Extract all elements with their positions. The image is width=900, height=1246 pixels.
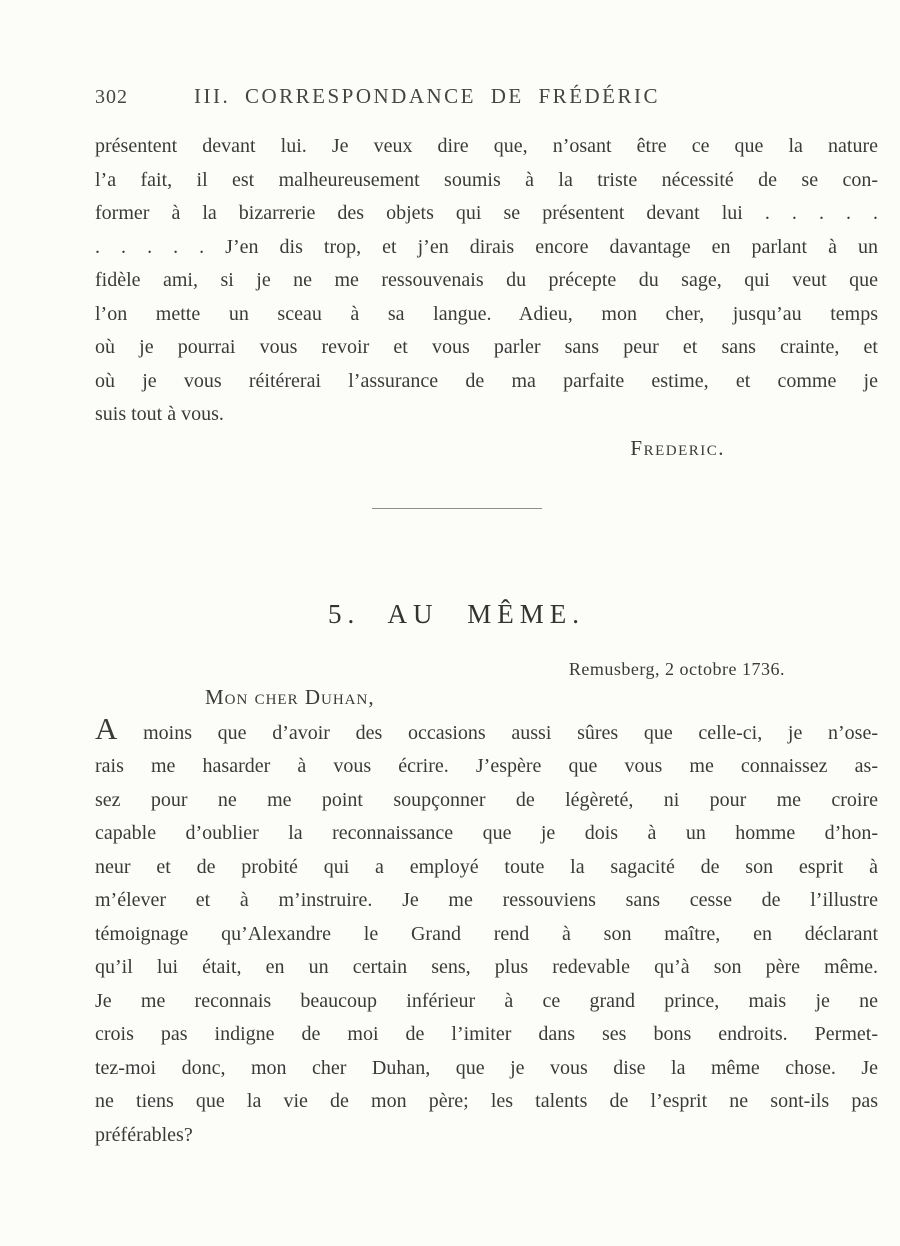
text-line: capable d’oublier la reconnaissance que je dois à un homme d’hon- [95,822,878,844]
running-header [95,84,878,109]
drop-initial-letter: A [95,710,118,746]
text-line: présentent devant lui. Je veux dire que, n’osant être ce que la nature [95,135,878,157]
text-line: l’on mette un sceau à sa langue. Adieu, mon cher, jusqu’au temps [95,302,878,325]
text-line: suis tout à vous. [95,403,224,425]
text-line: où je vous réitérerai l’assurance de ma parfaite estime, et comme je [95,369,878,392]
text-line: fidèle ami, si je ne me ressouvenais du précepte du sage, qui veut que [95,269,878,291]
text-line: qu’il lui était, en un certain sens, plus redevable qu’à son père même. [95,956,878,978]
text-line: crois pas indigne de moi de l’imiter dans ses bons endroits. Permet- [95,1023,878,1045]
text-line: sez pour ne me point soupçonner de légèreté, ni pour me croire [95,788,878,811]
text-line: neur et de probité qui a employé toute la sagacité de son esprit à [95,855,878,878]
text-line: m’élever et à m’instruire. Je me ressouviens sans cesse de l’illustre [95,889,878,911]
text-line: former à la bizarrerie des objets qui se présentent devant lui . . . . . [95,202,878,224]
text-line-continuation: moins que d’avoir des occasions aussi sûres que celle-ci, je n’ose- [143,721,878,744]
text-line: rais me hasarder à vous écrire. J’espère que vous me connaissez as- [95,755,878,777]
letter-5-salutation: Mon cher Duhan, [205,684,375,709]
text-line: . . . . . J’en dis trop, et j’en dirais encore davantage en parlant à un [95,235,878,258]
text-line: préférables? [95,1123,193,1146]
text-line: Je me reconnais beaucoup inférieur à ce grand prince, mais je ne [95,989,878,1012]
page-number: 302 [95,86,128,108]
text-line [95,712,878,751]
text-line: tez-moi donc, mon cher Duhan, que je vous dise la même chose. Je [95,1056,878,1079]
text-line: où je pourrai vous revoir et vous parler sans peur et sans crainte, et [95,336,878,358]
text-line: l’a fait, il est malheureusement soumis à la triste nécessité de se con- [95,168,878,191]
letter-5-heading: 5. AU MÊME. [327,598,585,629]
letter-5-dateline: Remusberg, 2 octobre 1736. [568,658,785,679]
text-line: ne tiens que la vie de mon père; les talents de l’esprit ne sont-ils pas [95,1090,878,1112]
letter-4-signature: Frederic. [630,435,725,460]
text-line: témoignage qu’Alexandre le Grand rend à son maître, en déclarant [95,922,878,945]
section-divider-rule [372,508,542,509]
letter-5-body [95,712,878,1153]
chapter-running-title: III. CORRESPONDANCE DE FRÉDÉRIC [194,84,661,108]
letter-4-body [95,130,878,432]
